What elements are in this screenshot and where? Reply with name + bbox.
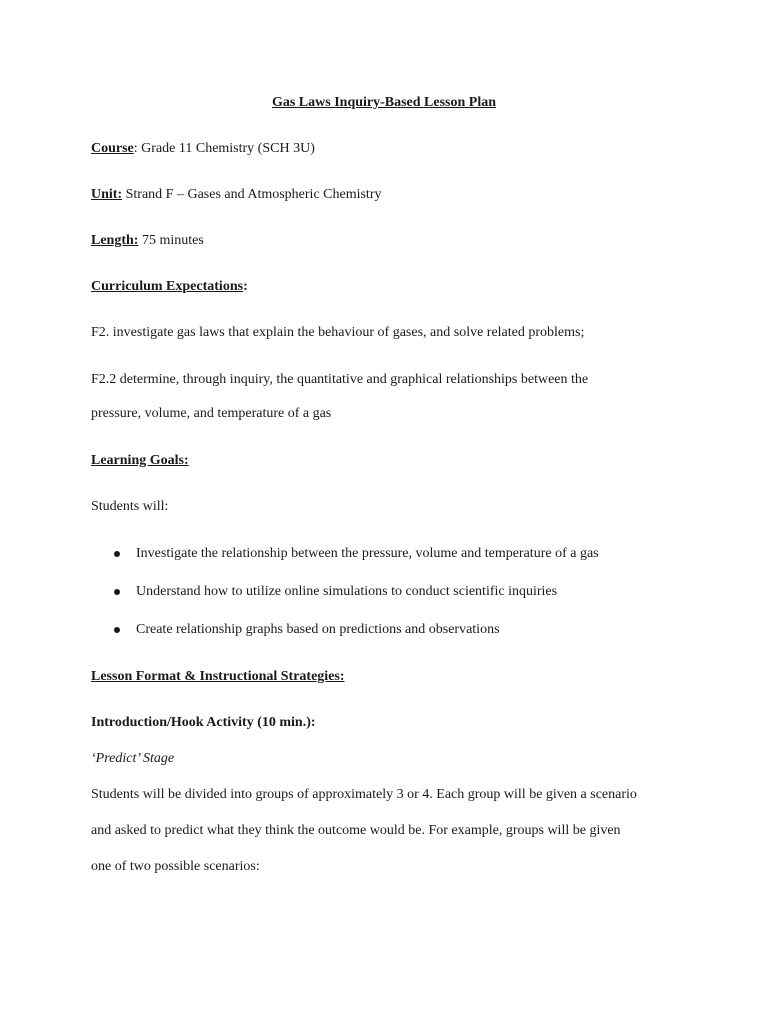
paragraph-line-1: Students will be divided into groups of approximately 3 or 4. Each group will be given a scenario	[91, 787, 637, 802]
length-value: 75 minutes	[138, 233, 204, 248]
curriculum-heading: Curriculum Expectations	[91, 279, 244, 294]
length-line	[91, 232, 204, 250]
curriculum-heading-sep: :	[243, 279, 248, 294]
course-label: Course	[91, 141, 134, 156]
learning-goal-item: Create relationship graphs based on predictions and observations	[136, 622, 500, 637]
predict-stage: ‘Predict’ Stage	[91, 751, 175, 766]
length-label: Length:	[91, 233, 139, 248]
course-value: Grade 11 Chemistry (SCH 3U)	[137, 141, 315, 156]
expectation-f22-line2: pressure, volume, and temperature of a gas	[91, 406, 332, 421]
paragraph-line-2: and asked to predict what they think the outcome would be. For example, groups will be given	[91, 823, 621, 838]
students-will: Students will:	[91, 499, 169, 514]
course-separator: :	[133, 141, 138, 156]
expectation-f22-line1: F2.2 determine, through inquiry, the quantitative and graphical relationships between the	[91, 372, 589, 387]
paragraph-line-3: one of two possible scenarios:	[91, 859, 260, 874]
bullet-icon	[114, 589, 120, 595]
curriculum-heading-line	[91, 278, 248, 296]
learning-goals-heading: Learning Goals:	[91, 453, 189, 468]
lesson-format-heading: Lesson Format & Instructional Strategies:	[91, 669, 345, 684]
course-line	[91, 140, 315, 158]
unit-value: Strand F – Gases and Atmospheric Chemistry	[122, 187, 382, 202]
bullet-icon	[114, 551, 120, 557]
learning-goal-item: Understand how to utilize online simulations to conduct scientific inquiries	[136, 584, 558, 599]
bullet-icon	[114, 627, 120, 633]
intro-heading: Introduction/Hook Activity (10 min.):	[91, 715, 316, 730]
document-title: Gas Laws Inquiry-Based Lesson Plan	[271, 95, 497, 110]
unit-label: Unit:	[91, 187, 123, 202]
learning-goal-item: Investigate the relationship between the pressure, volume and temperature of a gas	[136, 546, 599, 561]
expectation-f2: F2. investigate gas laws that explain the behaviour of gases, and solve related problems;	[91, 325, 585, 340]
unit-line	[91, 186, 382, 204]
